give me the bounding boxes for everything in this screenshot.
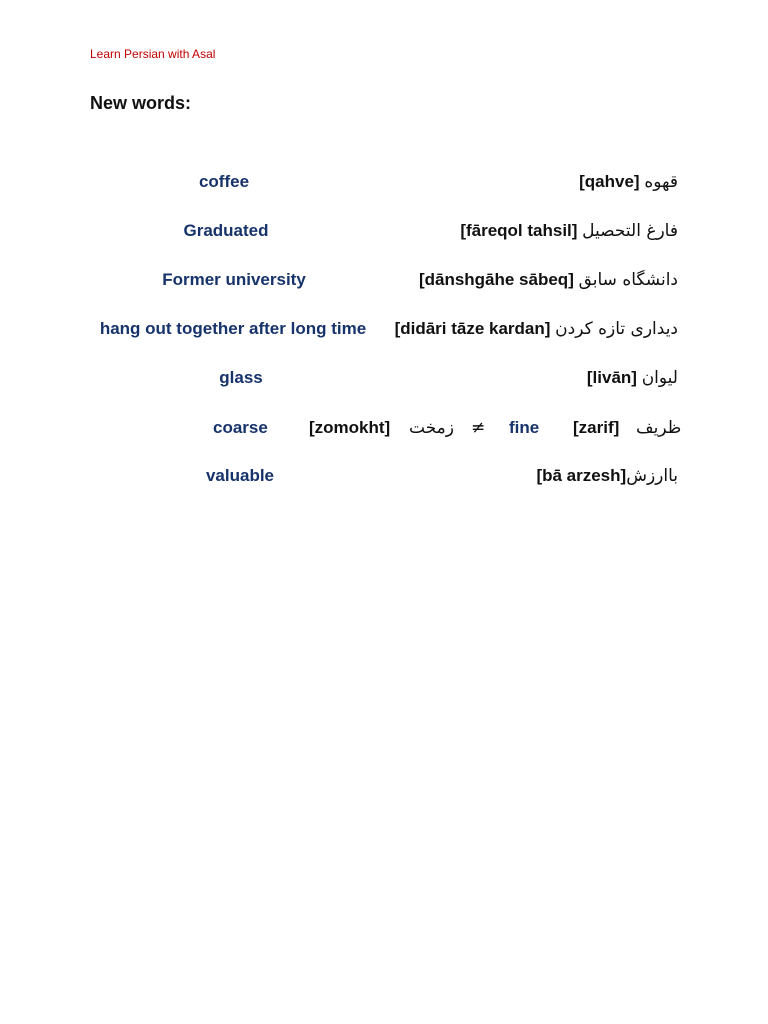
english-word: glass	[219, 368, 263, 387]
transliteration: [didāri tāze kardan]	[394, 319, 551, 338]
transliteration: [qahve]	[579, 172, 640, 191]
page-title: New words:	[90, 93, 192, 113]
persian-script: فارغ التحصیل	[582, 221, 678, 241]
antonym-right-english: fine	[509, 418, 540, 437]
persian-script: لیوان	[641, 368, 678, 388]
vocab-row-valuable	[0, 466, 768, 492]
english-word: coffee	[198, 172, 250, 191]
vocab-row-former-university	[0, 270, 768, 296]
antonym-row	[0, 418, 768, 444]
not-equal-symbol: ≠	[471, 418, 486, 438]
persian-entry	[579, 172, 678, 192]
english-word: hang out together after long time	[99, 319, 367, 338]
transliteration: [bā arzesh]	[536, 466, 627, 485]
antonym-left-transliteration: [zomokht]	[309, 418, 391, 437]
persian-entry	[460, 221, 678, 241]
persian-script: باارزش	[626, 466, 678, 486]
english-word: valuable	[205, 466, 275, 485]
vocab-row-hang-out	[0, 319, 768, 345]
vocab-row-glass	[0, 368, 768, 394]
vocab-row-coffee	[0, 172, 768, 198]
persian-entry	[587, 368, 678, 388]
english-word: Former university	[162, 270, 306, 289]
antonym-right-persian: ظریف	[636, 418, 682, 438]
persian-script: قهوه	[644, 172, 678, 192]
persian-entry	[395, 319, 678, 339]
transliteration: [livān]	[586, 368, 637, 387]
antonym-left-persian: زمخت	[409, 418, 454, 438]
english-word: Graduated	[183, 221, 269, 240]
antonym-right-transliteration: [zarif]	[573, 418, 620, 437]
antonym-left-english: coarse	[213, 418, 268, 437]
transliteration: [fāreqol tahsil]	[460, 221, 578, 240]
transliteration: [dānshgāhe sābeq]	[418, 270, 574, 289]
persian-script: دانشگاه سابق	[578, 270, 678, 290]
brand-header: Learn Persian with Asal	[90, 47, 216, 61]
persian-script: دیداری تازه کردن	[555, 319, 678, 339]
vocab-row-graduated	[0, 221, 768, 247]
persian-entry	[419, 270, 678, 290]
persian-entry	[536, 466, 678, 486]
